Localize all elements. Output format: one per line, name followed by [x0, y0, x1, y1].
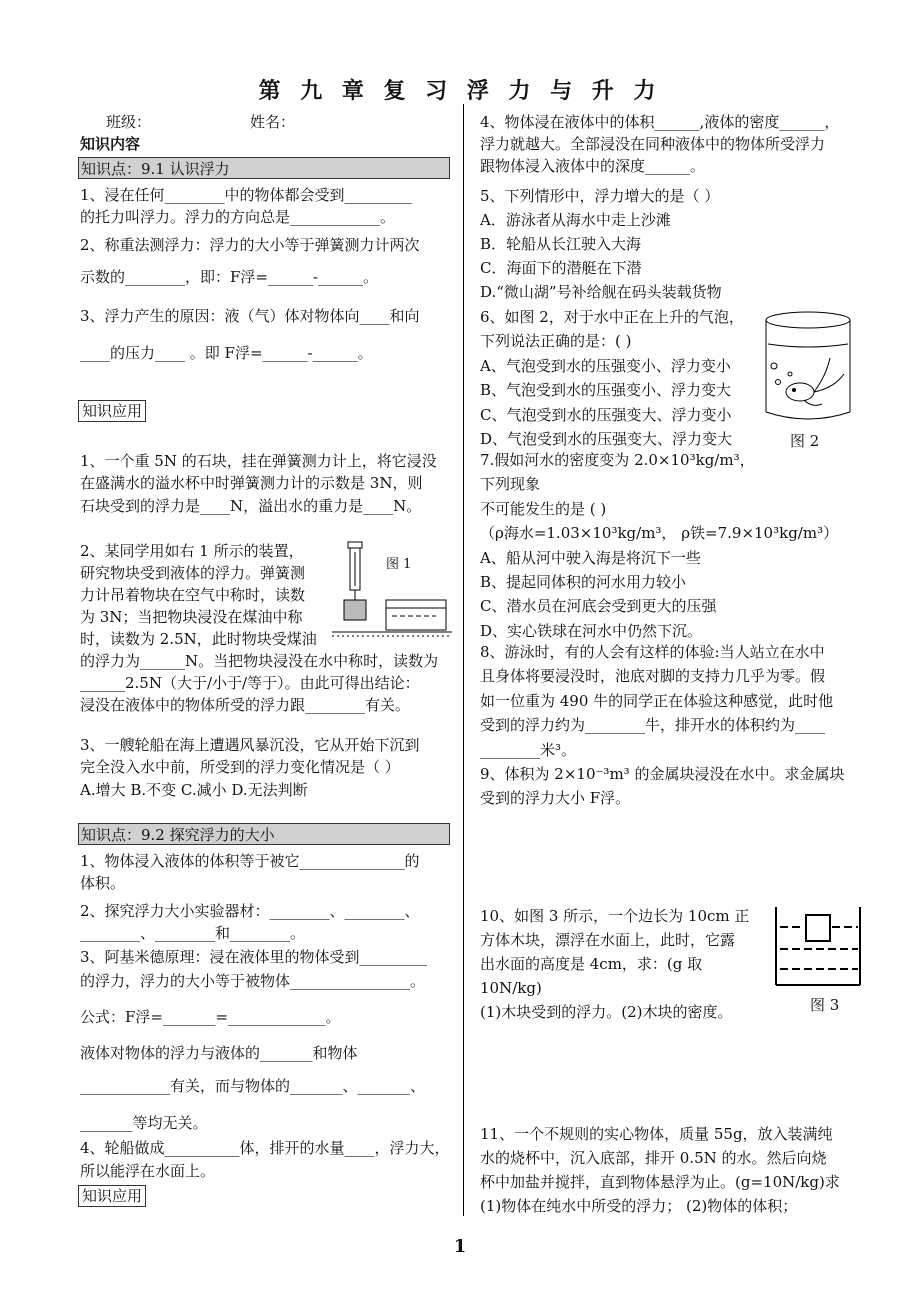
kp2-line-1: 1、物体浸入液体的体积等于被它______________的	[80, 852, 420, 870]
app1-line-11: 浸没在液体中的物体所受的浮力跟________有关。	[80, 696, 411, 714]
right-a-line-12: B、气泡受到水的压强变小、浮力变大	[480, 381, 732, 400]
right-a-line-11: A、气泡受到水的压强变小、浮力变小	[480, 356, 731, 375]
right-a-line-6: B．轮船从长江驶入大海	[480, 235, 642, 253]
kp2-line-5: 3、阿基米德原理：浸在液体里的物体受到_________	[80, 948, 428, 966]
right-a-line-27: ________米³。	[480, 740, 577, 759]
right-a-line-25: 如一位重为 490 牛的同学正在体验这种感觉，此时他	[480, 691, 834, 710]
right-a-line-28: 9、体积为 2×10⁻³m³ 的金属块浸没在水中。求金属块	[480, 765, 845, 783]
kp2-line-3: 2、探究浮力大小实验器材：________、________、	[80, 902, 420, 920]
app1-line-9: 的浮力为______N。当把物块浸没在水中称时，读数为	[80, 652, 439, 670]
kp2-line-11: 4、轮船做成__________体，排开的水量____，浮力大，	[80, 1139, 450, 1157]
knowledge-heading: 知识内容	[80, 135, 141, 153]
q11-line-3: 杯中加盐并搅拌，直到物体悬浮为止。(g=10N/kg)求	[480, 1173, 840, 1191]
right-a-line-18: （ρ海水=1.03×10³kg/m³， ρ铁=7.9×10³kg/m³）	[480, 524, 839, 543]
q11-line-1: 11、一个不规则的实心物体，质量 55g，放入装满纯	[480, 1125, 833, 1143]
right-a-line-9: 6、如图 2，对于水中正在上升的气泡，	[480, 308, 744, 326]
kp2-line-12: 所以能浮在水面上。	[80, 1162, 216, 1180]
app1-line-2: 在盛满水的溢水杯中时弹簧测力计的示数是 3N，则	[80, 474, 423, 492]
q11-line-4: (1)物体在纯水中所受的浮力； (2)物体的体积；	[480, 1197, 798, 1215]
column-divider	[463, 104, 464, 1216]
right-a-line-7: C．海面下的潜艇在下潜	[480, 259, 642, 277]
right-a-line-3: 跟物体浸入液体中的深度______。	[480, 157, 706, 175]
right-a-line-22: D、实心铁球在河水中仍然下沉。	[480, 621, 703, 640]
kp1-line-3: 2、称重法测浮力：浮力的大小等于弹簧测力计两次	[80, 236, 420, 254]
figure-3-diagram	[772, 905, 866, 989]
figure-1-label: 图 1	[386, 557, 412, 572]
figure-2-label: 图 2	[790, 432, 820, 450]
kp1-line-5: 3、浮力产生的原因：液（气）体对物体向____和向	[80, 307, 420, 325]
right-a-line-24: 且身体将要浸没时，池底对脚的支持力几乎为零。假	[480, 667, 826, 686]
right-a-line-26: 受到的浮力约为________牛，排开水的体积约为____	[480, 716, 826, 735]
right-a-line-14: D、气泡受到水的压强变大、浮力变大	[480, 430, 733, 448]
kp1-line-2: 的托力叫浮力。浮力的方向总是____________。	[80, 208, 396, 226]
q10-line-1: 10、如图 3 所示，一个边长为 10cm 正	[480, 907, 750, 925]
app1-line-1: 1、一个重 5N 的石块，挂在弹簧测力计上，将它浸没	[80, 452, 437, 470]
app1-line-3: 石块受到的浮力是____N，溢出水的重力是____N。	[80, 497, 422, 515]
right-a-line-23: 8、游泳时，有的人会有这样的体验:当人站立在水中	[480, 643, 825, 661]
right-a-line-20: B、提起同体积的河水用力较小	[480, 573, 687, 591]
app1-line-8: 时，读数为 2.5N，此时物块受煤油	[80, 630, 317, 648]
right-a-line-1: 4、物体浸在液体中的体积______,液体的密度______，	[480, 113, 840, 131]
right-a-line-19: A、船从河中驶入海是将沉下一些	[480, 548, 701, 567]
kp1-line-6: ____的压力____ 。即 F浮=______-______。	[80, 344, 373, 362]
kp2-line-8: 液体对物体的浮力与液体的_______和物体	[80, 1044, 358, 1062]
right-a-line-5: A．游泳者从海水中走上沙滩	[480, 211, 671, 229]
q10-line-3: 出水面的高度是 4cm，求：(g 取	[480, 955, 703, 973]
app1-line-12: 3、一艘轮船在海上遭遇风暴沉没，它从开始下沉到	[80, 736, 420, 754]
right-a-line-13: C、气泡受到水的压强变大、浮力变小	[480, 405, 732, 424]
right-a-line-21: C、潜水员在河底会受到更大的压强	[480, 597, 717, 616]
figure-2-diagram	[760, 308, 856, 426]
right-a-line-17: 不可能发生的是 ( )	[480, 499, 607, 518]
q10-line-5: (1)木块受到的浮力。(2)木块的密度。	[480, 1003, 733, 1021]
app1-line-5: 研究物块受到液体的浮力。弹簧测	[80, 564, 306, 582]
knowledge-point-9-2: 知识点：9.2 探究浮力的大小	[78, 823, 450, 845]
kp2-line-10: _______等均无关。	[80, 1114, 208, 1132]
kp2-line-4: ________、________和________。	[80, 924, 306, 942]
app1-line-6: 力计吊着物块在空气中称时，读数	[80, 586, 306, 604]
right-a-line-10: 下列说法正确的是：( )	[480, 332, 632, 351]
kp2-line-2: 体积。	[80, 874, 126, 892]
right-a-line-2: 浮力就越大。全部浸没在同种液体中的物体所受浮力	[480, 135, 826, 153]
kp2-line-9: ____________有关，而与物体的_______、_______、	[80, 1077, 426, 1095]
knowledge-application-1: 知识应用	[78, 400, 146, 422]
app1-line-4: 2、某同学用如右 1 所示的装置，	[80, 542, 304, 560]
kp2-line-6: 的浮力，浮力的大小等于被物体________________。	[80, 972, 426, 990]
app1-line-13: 完全没入水中前，所受到的浮力变化情况是（ ）	[80, 758, 400, 776]
q11-line-2: 水的烧杯中，沉入底部，排开 0.5N 的水。然后向烧	[480, 1149, 827, 1167]
app1-line-7: 为 3N；当把物块浸没在煤油中称	[80, 608, 303, 626]
q10-line-2: 方体木块，漂浮在水面上，此时，它露	[480, 931, 736, 949]
right-a-line-4: 5、下列情形中，浮力增大的是（ ）	[480, 187, 720, 205]
q10-line-4: 10N/kg)	[480, 979, 542, 997]
page-number: 1	[453, 1236, 467, 1257]
kp1-line-4: 示数的________，即：F浮=______-______。	[80, 268, 379, 286]
kp2-line-7: 公式：F浮=_______=_____________。	[80, 1008, 341, 1026]
page-title: 第 九 章 复 习 浮 力 与 升 力	[258, 78, 662, 104]
figure-3-label: 图 3	[810, 996, 840, 1014]
right-a-line-15: 7.假如河水的密度变为 2.0×10³kg/m³，	[480, 451, 755, 469]
name-label: 姓名：	[250, 113, 296, 131]
kp1-line-1: 1、浸在任何________中的物体都会受到_________	[80, 186, 413, 204]
right-a-line-29: 受到的浮力大小 F浮。	[480, 789, 631, 808]
right-a-line-8: D.“微山湖”号补给舰在码头装载货物	[480, 283, 722, 301]
class-label: 班级：	[106, 113, 152, 131]
right-a-line-16: 下列现象	[480, 475, 541, 494]
knowledge-application-2: 知识应用	[78, 1185, 146, 1207]
app1-line-10: ______2.5N（大于/小于/等于）。由此可得出结论：	[80, 674, 420, 692]
knowledge-point-9-1: 知识点：9.1 认识浮力	[78, 157, 450, 179]
app1-line-14: A.增大 B.不变 C.减小 D.无法判断	[80, 781, 308, 799]
